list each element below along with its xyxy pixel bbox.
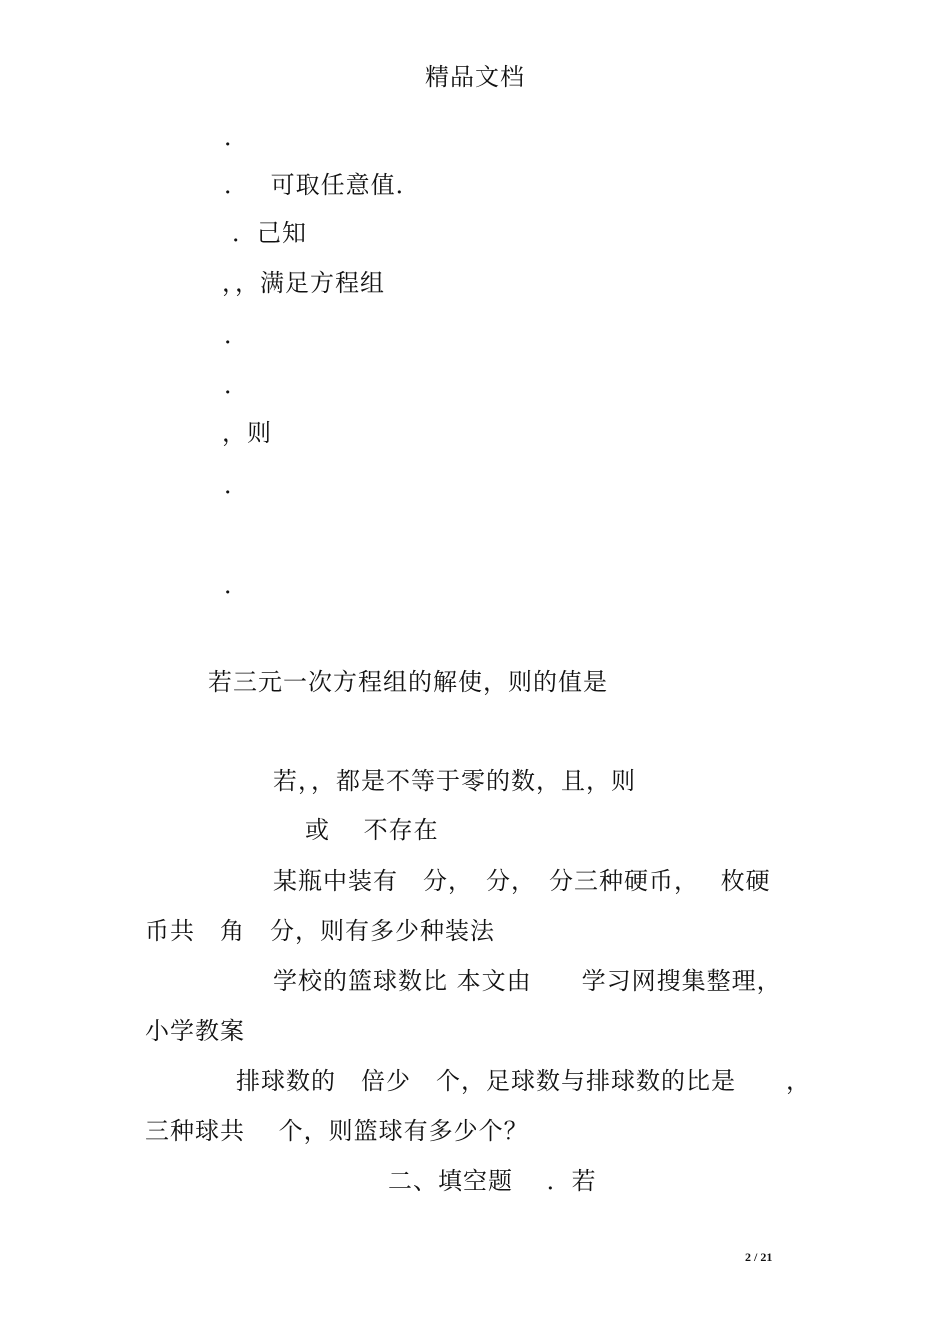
answer-options-line: 或 不存在 (305, 816, 439, 844)
text-line: ． 可取任意值． (224, 171, 421, 199)
text-line: ． (224, 471, 249, 499)
text-line: ． (224, 123, 249, 151)
question-line: 币共 角 分，则有多少种装法 (145, 917, 495, 945)
question-line: 排球数的 倍少 个，足球数与排球数的比是 ， (236, 1067, 811, 1095)
question-line: 小学教案 (145, 1017, 245, 1045)
question-line: 学校的篮球数比 本文由 学习网搜集整理， (273, 967, 782, 995)
question-line: 某瓶中装有 分， 分， 分三种硬币， 枚硬 (273, 867, 771, 895)
page-header-title: 精品文档 (425, 63, 525, 91)
text-line: ，，满足方程组 (222, 269, 385, 297)
question-line: 若，，都是不等于零的数，且，则 (273, 767, 636, 795)
text-line: ．己知 (232, 219, 307, 247)
section-heading: 二、填空题 ．若 (388, 1167, 597, 1195)
text-line: ，则 (222, 419, 272, 447)
text-line: ． (224, 371, 249, 399)
question-line: 若三元一次方程组的解使，则的值是 (208, 668, 608, 696)
page-number: 2 / 21 (745, 1250, 773, 1264)
text-line: ． (224, 571, 249, 599)
text-line: ． (224, 321, 249, 349)
question-line: 三种球共 个，则篮球有多少个？ (145, 1117, 529, 1145)
